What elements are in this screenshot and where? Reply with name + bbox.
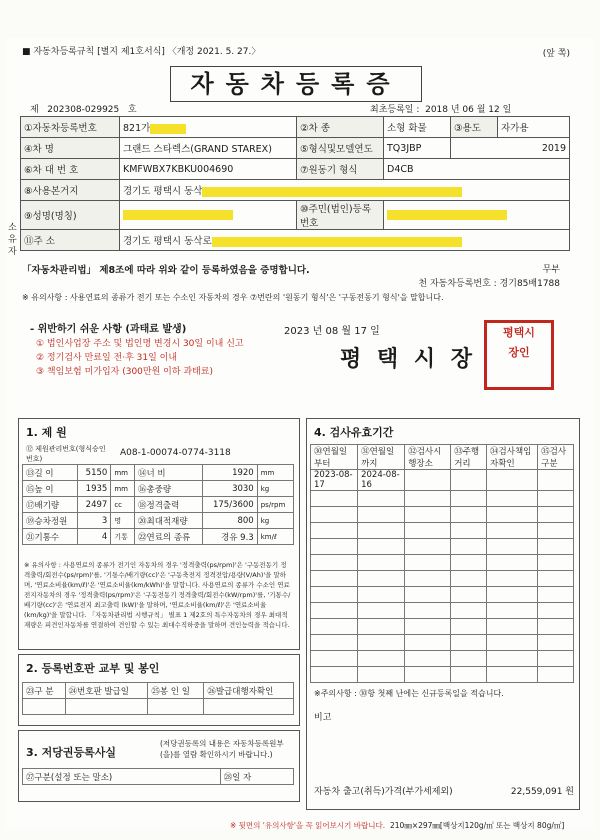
first-reg-label: 최초등록일 :: [370, 105, 420, 115]
footer-note: ※ 뒷면의 '유의사항'을 꼭 읽어보시기 바랍니다.: [230, 821, 386, 830]
inspection-to: 2024-08-16: [358, 470, 405, 491]
mortgage-desc: (저당권등록의 내용은 자동차등록원부(을)를 열람 확인하시기 바랍니다.): [160, 739, 284, 759]
spec-unit: mm: [111, 465, 135, 481]
value-owner-name: [120, 201, 297, 230]
side-label: (앞 쪽): [542, 49, 570, 59]
mortgage-title: 3. 저당권등록사실: [26, 746, 117, 759]
statement: 「자동차관리법」 제8조에 따라 위와 같이 등록하였음을 증명합니다.: [22, 265, 310, 276]
cert-no-suffix: 호: [127, 105, 137, 115]
inspection-col: ㉝주행거리: [451, 445, 487, 470]
spec-unit: km/ℓ: [257, 529, 293, 545]
spec-value: 175/3600: [202, 497, 257, 513]
spec-value: 1935: [78, 481, 111, 497]
cert-no-label: 제: [30, 105, 39, 115]
plate-table: [22, 682, 294, 715]
label-base: ⑧사용본거지: [21, 180, 120, 201]
violation-item: ② 정기검사 만료일 전·후 31일 이내: [36, 353, 178, 363]
label-car-type: ②차 종: [297, 117, 384, 138]
value-car-type: 소형 화물: [384, 117, 451, 138]
spec-label: ⑲승차정원: [23, 513, 78, 529]
plate-title: 2. 등록번호판 교부 및 봉인: [26, 662, 160, 675]
inspection-col: ㉜검사시행장소: [405, 445, 451, 470]
value-vin: KMFWBX7KBKU004690: [120, 159, 297, 180]
remark-label: 비고: [314, 713, 332, 723]
inspection-col: ㉟검사구분: [538, 445, 574, 470]
document-title: 자동차등록증: [170, 66, 422, 102]
spec-unit: kg: [257, 513, 293, 529]
registration-table: [20, 116, 570, 251]
redaction: [150, 124, 186, 134]
value-usage: 자가용: [498, 117, 570, 138]
inspection-from: 2023-08-17: [311, 470, 358, 491]
cert-number-row: [30, 102, 137, 115]
spec-row: [23, 465, 294, 481]
price-value: 22,559,091 원: [510, 787, 574, 797]
mortgage-col: ㉗구분(설정 또는 말소): [23, 769, 221, 785]
spec-label: ⑳최대적재량: [134, 513, 202, 529]
inspection-note: ※주의사항 : ㉚항 첫째 난에는 신규등록일을 적습니다.: [314, 689, 504, 698]
spec-value: 3: [78, 513, 111, 529]
wubu-mark: 무부: [542, 265, 560, 275]
value-base: 경기도 평택시 동삭: [120, 180, 570, 201]
violation-item: ③ 책임보험 미가입자 (300만원 이하 과태료): [36, 367, 213, 377]
footer-paper: 210㎜×297㎜[백상지120g/㎡ 또는 백상지 80g/㎡]: [390, 821, 565, 830]
spec-value: 800: [202, 513, 257, 529]
redaction: [387, 210, 507, 220]
value-model-year: 2019: [451, 138, 570, 159]
violations-title: - 위반하기 쉬운 사항 (과태료 발생): [30, 324, 187, 335]
redaction: [212, 237, 462, 247]
spec-cert-no: A08-1-00074-0774-3118: [120, 448, 231, 458]
owner-label: 소유자: [8, 223, 17, 257]
spec-value: 2497: [78, 497, 111, 513]
note-line: ※ 유의사항 : 사용연료의 종류가 전기 또는 수소인 자동차의 경우 ⑦번란의 '원동기 형식'은 '구동전동기 형식'을 말합니다.: [22, 293, 444, 302]
spec-unit: kg: [257, 481, 293, 497]
price-label: 자동차 출고(취득)가격(부가세제외): [314, 787, 453, 797]
former-number: 천 자동차등록번호 : 경기85배1788: [418, 279, 560, 289]
spec-label: ⑮높 이: [23, 481, 78, 497]
official-seal: 평택시 장인: [484, 320, 554, 390]
spec-label: ㉒연료의 종류: [134, 529, 202, 545]
inspection-table: [310, 444, 574, 683]
redaction: [123, 210, 233, 220]
spec-value: 1920: [202, 465, 257, 481]
label-model: ⑤형식및모델연도: [297, 138, 384, 159]
label-address: ⑪주 소: [21, 230, 120, 251]
spec-unit: 명: [111, 513, 135, 529]
issuer-name: 평 택 시 장: [340, 347, 476, 372]
label-owner-id: ⑩주민(법인)등록번호: [297, 201, 384, 230]
label-usage: ③용도: [451, 117, 498, 138]
plate-col: ㉓구 분: [23, 683, 66, 699]
inspection-col: ㉚연월일부터: [311, 445, 358, 470]
spec-title: 1. 제 원: [26, 426, 67, 439]
label-engine: ⑦원동기 형식: [297, 159, 384, 180]
spec-cert-label: ⑫ 제원관리번호(형식승인번호): [26, 445, 106, 463]
value-engine: D4CB: [384, 159, 570, 180]
plate-col: ㉔번호판 발급일: [65, 683, 148, 699]
mortgage-table: [22, 768, 294, 785]
cert-no: 202308-029925: [47, 105, 120, 115]
mortgage-col: ㉘일 자: [220, 769, 293, 785]
spec-value: 경유 9.3: [202, 529, 257, 545]
spec-caption: ※ 유의사항 : 사용연료의 종류가 전기인 자동차의 경우 '정격출력(ps/rpm)'은 '구동전동기 정격출력/회전수(ps/rpm)'를, '기통수/배기량(cc)'은 '구동축전지 정격전압/용량(V/Ah)'을 말하며, '연료소비율(km/ℓ)'은 '연료소비율(km/kWh)'을 말합니다. 사용연료의 종류가 수소인 연료전지자동차의 경우 '정격출력(ps/rpm)'은 '구동전동기 정격출력/회전수(kW/rpm)'를, '기통수/배기량(cc)'은 '연료전지 최고출력 (kW)'을 말하며, '연료소비율(km/ℓ)'은 '연료소비율(km/kg)'을 말합니다. 「자동차관리법 시행규칙」 별표 1 제2호의 특수자동차의 경우 최대적재량은 피견인자동차를 연결하여 견인할 수 있는 최대수직하중을 말하며 견인능력을 적습니다.: [24, 561, 291, 629]
value-address: 경기도 평택시 동삭로: [120, 230, 570, 251]
label-owner-name: ⑨성명(명칭): [21, 201, 120, 230]
value-car-name: 그랜드 스타렉스(GRAND STAREX): [120, 138, 297, 159]
spec-unit: mm: [111, 481, 135, 497]
regulation-header: ■ 자동차등록규칙 [별지 제1호서식] 〈개정 2021. 5. 27.〉: [22, 47, 261, 57]
spec-label: ⑰배기량: [23, 497, 78, 513]
spec-table: [22, 464, 294, 545]
value-owner-id: [384, 201, 570, 230]
inspection-title: 4. 검사유효기간: [314, 426, 394, 439]
spec-label: ㉑기통수: [23, 529, 78, 545]
first-reg-date: 2018 년 06 월 12 일: [425, 105, 512, 115]
spec-row: [23, 497, 294, 513]
spec-value: 5150: [78, 465, 111, 481]
first-registration: [370, 102, 511, 115]
plate-col: ㉖발급대행자확인: [204, 683, 294, 699]
inspection-col: ㉛연월일까지: [358, 445, 405, 470]
spec-unit: 기통: [111, 529, 135, 545]
spec-label: ⑱정격출력: [134, 497, 202, 513]
value-reg-no: 821가: [120, 117, 297, 138]
spec-value: 3030: [202, 481, 257, 497]
value-model: TQ3JBP: [384, 138, 451, 159]
spec-label: ⑯총중량: [134, 481, 202, 497]
spec-row: [23, 513, 294, 529]
plate-col: ㉕봉 인 일: [148, 683, 204, 699]
label-car-name: ④차 명: [21, 138, 120, 159]
violation-item: ① 법인사업장 주소 및 법인명 변경시 30일 이내 신고: [36, 339, 244, 349]
inspection-col: ㉞검사책임자확인: [487, 445, 538, 470]
spec-unit: cc: [111, 497, 135, 513]
spec-value: 4: [78, 529, 111, 545]
spec-label: ⑭너 비: [134, 465, 202, 481]
label-vin: ⑥차 대 번 호: [21, 159, 120, 180]
redaction: [202, 187, 462, 197]
spec-row: [23, 481, 294, 497]
spec-row: [23, 529, 294, 545]
spec-label: ⑬길 이: [23, 465, 78, 481]
issue-date: 2023 년 08 월 17 일: [284, 326, 380, 337]
spec-unit: mm: [257, 465, 293, 481]
spec-unit: ps/rpm: [257, 497, 293, 513]
label-reg-no: ①자동차등록번호: [21, 117, 120, 138]
